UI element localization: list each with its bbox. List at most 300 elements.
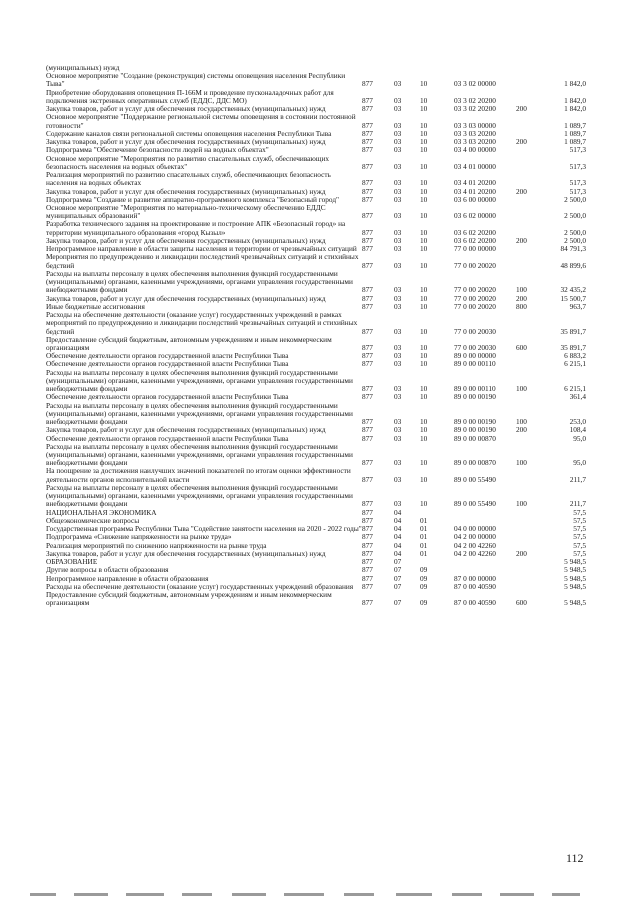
- cell-ved: 877: [362, 359, 373, 369]
- cell-vr: [516, 525, 544, 533]
- cell-csr: 03 3 03 20200: [454, 137, 496, 147]
- cell-name: Основное мероприятие "Мероприятия по материально-техническому обеспечению ЕДДС муниципальных образований": [46, 202, 326, 221]
- cell-rz: 03: [394, 104, 402, 114]
- cell-csr: 03 3 02 00000: [454, 79, 496, 89]
- cell-ved: 877: [362, 145, 373, 155]
- cell-rz: 03: [394, 95, 402, 105]
- cell-pr: 10: [420, 359, 428, 369]
- cell-rz: 03: [394, 235, 402, 245]
- cell-csr: 89 0 00 00110: [454, 359, 496, 369]
- cell-rz: 07: [394, 565, 402, 575]
- cell-ved: 877: [362, 194, 373, 204]
- cell-csr: 04 0 00 00000: [454, 524, 496, 534]
- cell-vr: [516, 72, 544, 88]
- cell-sum: 57,5: [573, 515, 586, 525]
- cell-csr: 03 3 03 00000: [454, 120, 496, 130]
- cell-vr: [516, 64, 544, 72]
- cell-rz: 04: [394, 524, 402, 534]
- table-row: [46, 113, 586, 129]
- cell-sum: [544, 64, 586, 72]
- cell-name: ОБРАЗОВАНИЕ: [46, 557, 98, 567]
- cell-ved: 877: [362, 161, 373, 171]
- cell-ved: 877: [362, 573, 373, 583]
- cell-sum: 6 883,2: [564, 351, 586, 361]
- cell-sum: 57,5: [573, 548, 586, 558]
- cell-ved: 877: [362, 351, 373, 361]
- cell-ved: 877: [362, 326, 373, 336]
- cell-sum: 5 948,5: [564, 565, 586, 575]
- cell-csr: 77 0 00 20030: [454, 342, 496, 352]
- table-row: [46, 270, 586, 295]
- cell-name: Непрограммное направление в области защиты населения и территории от чрезвычайных ситуаций: [46, 244, 357, 254]
- table-row: [46, 204, 586, 220]
- cell-csr: 03 4 01 00000: [454, 161, 496, 171]
- cell-vr: 600: [516, 342, 527, 352]
- cell-csr: 03 6 00 00000: [454, 194, 496, 204]
- cell-ved: 877: [362, 524, 373, 534]
- cell-pr: 01: [420, 540, 428, 550]
- cell-rz: 03: [394, 301, 402, 311]
- cell-csr: 03 4 01 20200: [454, 186, 496, 196]
- cell-ved: 877: [362, 474, 373, 484]
- cell-name: Государственная программа Республики Тыва "Содействие занятости населения на 2020 - 2022 годы": [46, 524, 362, 534]
- cell-rz: 03: [394, 351, 402, 361]
- cell-sum: 15 500,7: [560, 293, 586, 303]
- cell-rz: 03: [394, 417, 402, 427]
- cell-pr: 10: [420, 351, 428, 361]
- cell-name: Приобретение оборудования оповещения П-166М и проведение пусконаладочных работ для подключения экстренных оперативных служб (ЕДДС, ДДС МО): [46, 87, 334, 105]
- cell-vr: [516, 196, 544, 204]
- cell-sum: 2 500,0: [564, 227, 586, 237]
- cell-rz: 03: [394, 425, 402, 435]
- cell-sum: 32 435,2: [560, 285, 586, 295]
- cell-name: Обеспечение деятельности органов государственной власти Республики Тыва: [46, 392, 289, 402]
- cell-csr: 89 0 00 00190: [454, 392, 496, 402]
- cell-name: Закупка товаров, работ и услуг для обеспечения государственных (муниципальных) нужд: [46, 104, 326, 114]
- cell-pr: 10: [420, 285, 428, 295]
- table-row: [46, 89, 586, 105]
- cell-csr: 03 6 02 00000: [454, 211, 496, 221]
- cell-sum: 35 891,7: [560, 326, 586, 336]
- cell-sum: 963,7: [569, 301, 586, 311]
- cell-sum: 517,3: [569, 186, 586, 196]
- cell-rz: 03: [394, 342, 402, 352]
- cell-rz: 04: [394, 540, 402, 550]
- cell-ved: 877: [362, 227, 373, 237]
- cell-vr: [516, 360, 544, 368]
- cell-name: (муниципальных) нужд: [46, 63, 120, 72]
- cell-rz: 03: [394, 186, 402, 196]
- cell-sum: 6 215,1: [564, 359, 586, 369]
- cell-vr: 600: [516, 598, 527, 608]
- cell-sum: 517,3: [569, 145, 586, 155]
- cell-csr: 03 6 02 20200: [454, 235, 496, 245]
- cell-ved: 877: [362, 244, 373, 254]
- cell-pr: 10: [420, 342, 428, 352]
- cell-rz: 03: [394, 499, 402, 509]
- cell-ved: 877: [362, 417, 373, 427]
- cell-rz: 03: [394, 145, 402, 155]
- cell-name: Обеспечение деятельности органов государственной власти Республики Тыва: [46, 359, 289, 369]
- cell-vr: 100: [516, 285, 527, 295]
- cell-ved: 877: [362, 540, 373, 550]
- cell-name: Реализация мероприятий по развитию спасательных служб, обеспечивающих безопасность населения на водных объектах: [46, 170, 331, 188]
- cell-vr: [516, 517, 544, 525]
- cell-sum: 84 791,3: [560, 244, 586, 254]
- cell-ved: 877: [362, 120, 373, 130]
- cell-vr: [516, 204, 544, 220]
- cell-pr: 10: [420, 326, 428, 336]
- cell-csr: 89 0 00 00870: [454, 433, 496, 443]
- cell-rz: 03: [394, 285, 402, 295]
- cell-csr: 03 3 03 20200: [454, 128, 496, 138]
- cell-ved: 877: [362, 301, 373, 311]
- cell-pr: 10: [420, 104, 428, 114]
- cell-pr: 10: [420, 120, 428, 130]
- cell-rz: 07: [394, 581, 402, 591]
- cell-ved: 877: [362, 128, 373, 138]
- page-number: 112: [566, 851, 584, 865]
- cell-rz: 07: [394, 573, 402, 583]
- cell-vr: [516, 146, 544, 154]
- cell-csr: 77 0 00 00000: [454, 244, 496, 254]
- cell-rz: 03: [394, 161, 402, 171]
- table-row: [46, 171, 586, 187]
- cell-rz: 03: [394, 293, 402, 303]
- cell-pr: 10: [420, 186, 428, 196]
- cell-ved: 877: [362, 95, 373, 105]
- cell-rz: 03: [394, 474, 402, 484]
- cell-pr: 10: [420, 392, 428, 402]
- cell-sum: 5 948,5: [564, 557, 586, 567]
- cell-vr: 200: [516, 548, 527, 558]
- cell-csr: 89 0 00 00000: [454, 351, 496, 361]
- cell-sum: 2 500,0: [564, 211, 586, 221]
- cell-csr: 89 0 00 00190: [454, 425, 496, 435]
- cell-name: Закупка товаров, работ и услуг для обеспечения государственных (муниципальных) нужд: [46, 137, 326, 147]
- table-row: [46, 484, 586, 509]
- cell-pr: 10: [420, 128, 428, 138]
- cell-csr: 87 0 00 40590: [454, 598, 496, 608]
- cell-ved: 877: [362, 285, 373, 295]
- cell-vr: [516, 558, 544, 566]
- cell-sum: 5 948,5: [564, 581, 586, 591]
- cell-pr: 10: [420, 178, 428, 188]
- cell-ved: 877: [362, 507, 373, 517]
- cell-rz: 03: [394, 433, 402, 443]
- cell-csr: [454, 64, 516, 72]
- cell-name: Закупка товаров, работ и услуг для обеспечения государственных (муниципальных) нужд: [46, 235, 326, 245]
- cell-sum: 361,4: [569, 392, 586, 402]
- table-row: [46, 336, 586, 352]
- cell-pr: 10: [420, 227, 428, 237]
- cell-name: Расходы на выплаты персоналу в целях обеспечения выполнения функций государственными (муниципальными) органами, казенными учреждениями, органами управления государственными внебюджетными фондами: [46, 400, 353, 427]
- cell-pr: 01: [420, 524, 428, 534]
- table-row: [46, 155, 586, 171]
- cell-name: На поощрение за достижения наилучших значений показателей по итогам оценки эффективности деятельности органов исполнительной власти: [46, 466, 351, 484]
- cell-rz: 04: [394, 507, 402, 517]
- scan-edge-artifact: [0, 893, 640, 900]
- cell-rz: 07: [394, 557, 402, 567]
- cell-vr: 100: [516, 417, 527, 427]
- cell-pr: 10: [420, 433, 428, 443]
- cell-rz: 03: [394, 137, 402, 147]
- cell-name: Основное мероприятие "Поддержание региональной системы оповещения в состоянии постоянной готовности": [46, 112, 356, 130]
- cell-name: Реализация мероприятий по снижению напряженности на рынке труда: [46, 540, 267, 550]
- cell-pr: 10: [420, 260, 428, 270]
- cell-vr: [516, 435, 544, 443]
- cell-vr: [516, 155, 544, 171]
- cell-vr: 100: [516, 458, 527, 468]
- cell-rz: 03: [394, 79, 402, 89]
- cell-sum: 253,0: [569, 417, 586, 427]
- cell-ved: 877: [362, 235, 373, 245]
- cell-name: Обеспечение деятельности органов государственной власти Республики Тыва: [46, 351, 289, 361]
- cell-name: Мероприятия по предупреждению и ликвидации последствий чрезвычайных ситуаций и стихийных бедствий: [46, 252, 359, 270]
- cell-name: Расходы на обеспечение деятельности (оказание услуг) государственных учреждений в рамках мероприятий по предупреждению и ликвидации последствий чрезвычайных ситуаций и стихийных бедствий: [46, 310, 358, 336]
- table-row: [46, 402, 586, 427]
- cell-ved: 877: [362, 137, 373, 147]
- cell-sum: 108,4: [569, 425, 586, 435]
- cell-pr: 01: [420, 532, 428, 542]
- cell-name: Содержание каналов связи региональной системы оповещения населения Республики Тыва: [46, 128, 332, 138]
- cell-ved: 877: [362, 515, 373, 525]
- cell-sum: 211,7: [569, 499, 586, 509]
- cell-ved: 877: [362, 260, 373, 270]
- cell-vr: 200: [516, 104, 527, 114]
- cell-pr: 10: [420, 211, 428, 221]
- cell-vr: [516, 171, 544, 187]
- cell-rz: 03: [394, 260, 402, 270]
- budget-table: [46, 64, 586, 607]
- cell-sum: 48 899,6: [560, 260, 586, 270]
- table-row: [46, 72, 586, 88]
- cell-sum: 57,5: [573, 524, 586, 534]
- cell-name: Основное мероприятие "Мероприятия по развитию спасательных служб, обеспечивающих безопасность населения на водных объектах": [46, 153, 330, 171]
- cell-pr: 01: [420, 548, 428, 558]
- cell-vr: 800: [516, 301, 527, 311]
- table-row: [46, 550, 586, 558]
- cell-sum: 95,0: [573, 458, 586, 468]
- cell-sum: 57,5: [573, 532, 586, 542]
- cell-pr: 10: [420, 293, 428, 303]
- table-row: [46, 467, 586, 483]
- cell-pr: 10: [420, 235, 428, 245]
- table-row: [46, 591, 586, 607]
- cell-pr: 10: [420, 79, 428, 89]
- cell-name: Предоставление субсидий бюджетным, автономным учреждениям и иным некоммерческим организациям: [46, 590, 332, 608]
- cell-ved: 877: [362, 433, 373, 443]
- cell-pr: 10: [420, 194, 428, 204]
- cell-name: Другие вопросы в области образования: [46, 565, 169, 575]
- cell-pr: 10: [420, 474, 428, 484]
- cell-vr: [516, 245, 544, 253]
- cell-name: Подпрограмма "Создание и развитие аппаратно-программного комплекса "Безопасный город": [46, 194, 340, 204]
- cell-pr: 10: [420, 499, 428, 509]
- table-body: [46, 64, 586, 607]
- cell-rz: 03: [394, 178, 402, 188]
- cell-name: Расходы на выплаты персоналу в целях обеспечения выполнения функций государственными (муниципальными) органами, казенными учреждениями, органами управления государственными внебюджетными фондами: [46, 482, 353, 509]
- cell-ved: 877: [362, 499, 373, 509]
- cell-name: Закупка товаров, работ и услуг для обеспечения государственных (муниципальных) нужд: [46, 425, 326, 435]
- cell-vr: 100: [516, 384, 527, 394]
- cell-vr: [516, 467, 544, 483]
- cell-sum: 517,3: [569, 161, 586, 171]
- cell-csr: 87 0 00 00000: [454, 573, 496, 583]
- cell-pr: 10: [420, 384, 428, 394]
- cell-csr: 89 0 00 00870: [454, 458, 496, 468]
- cell-vr: [516, 583, 544, 591]
- cell-sum: 57,5: [573, 540, 586, 550]
- cell-name: Предоставление субсидий бюджетным, автономным учреждениям и иным некоммерческим организациям: [46, 334, 332, 352]
- cell-rz: 03: [394, 194, 402, 204]
- cell-pr: 01: [420, 515, 428, 525]
- cell-pr: 10: [420, 145, 428, 155]
- cell-name: Иные бюджетные ассигнования: [46, 301, 145, 311]
- cell-csr: 89 0 00 00110: [454, 384, 496, 394]
- cell-csr: 89 0 00 55490: [454, 499, 496, 509]
- cell-csr: [454, 509, 516, 517]
- cell-ved: 877: [362, 581, 373, 591]
- cell-pr: 09: [420, 598, 428, 608]
- cell-ved: 877: [362, 293, 373, 303]
- cell-pr: 09: [420, 581, 428, 591]
- cell-name: Закупка товаров, работ и услуг для обеспечения государственных (муниципальных) нужд: [46, 186, 326, 196]
- cell-name: Разработка технического задания на проектирование и построение АПК «Безопасный город» на территории муниципального образования «город Кызыл»: [46, 219, 346, 237]
- cell-name: Закупка товаров, работ и услуг для обеспечения государственных (муниципальных) нужд: [46, 548, 326, 558]
- cell-csr: 77 0 00 20020: [454, 293, 496, 303]
- cell-rz: 03: [394, 392, 402, 402]
- cell-ved: 877: [362, 458, 373, 468]
- cell-csr: 77 0 00 20030: [454, 326, 496, 336]
- cell-pr: 10: [420, 137, 428, 147]
- table-row: [46, 311, 586, 336]
- cell-vr: 200: [516, 293, 527, 303]
- cell-rz: 03: [394, 458, 402, 468]
- cell-rz: 03: [394, 120, 402, 130]
- cell-ved: 877: [362, 211, 373, 221]
- cell-vr: [516, 253, 544, 269]
- cell-sum: 517,3: [569, 178, 586, 188]
- cell-name: Непрограммное направление в области образования: [46, 573, 209, 583]
- cell-rz: 03: [394, 211, 402, 221]
- cell-name: НАЦИОНАЛЬНАЯ ЭКОНОМИКА: [46, 507, 157, 517]
- cell-pr: 10: [420, 425, 428, 435]
- cell-ved: 877: [362, 186, 373, 196]
- cell-csr: 03 4 01 20200: [454, 178, 496, 188]
- cell-rz: 07: [394, 598, 402, 608]
- cell-name: Подпрограмма "Обеспечение безопасности людей на водных объектах": [46, 145, 269, 155]
- cell-ved: 877: [362, 565, 373, 575]
- cell-rz: 03: [394, 384, 402, 394]
- cell-pr: 10: [420, 95, 428, 105]
- cell-csr: 87 0 00 40590: [454, 581, 496, 591]
- cell-vr: [516, 509, 544, 517]
- cell-sum: 1 842,0: [564, 79, 586, 89]
- cell-ved: 877: [362, 548, 373, 558]
- cell-pr: 09: [420, 573, 428, 583]
- cell-vr: 200: [516, 186, 527, 196]
- cell-sum: 5 948,5: [564, 573, 586, 583]
- cell-csr: 03 3 02 20200: [454, 95, 496, 105]
- cell-vr: [516, 311, 544, 336]
- cell-name: Расходы на выплаты персоналу в целях обеспечения выполнения функций государственными (муниципальными) органами, казенными учреждениями, органами управления государственными внебюджетными фондами: [46, 441, 353, 468]
- cell-ved: 877: [362, 79, 373, 89]
- cell-pr: 09: [420, 565, 428, 575]
- cell-sum: 57,5: [573, 507, 586, 517]
- cell-name: Закупка товаров, работ и услуг для обеспечения государственных (муниципальных) нужд: [46, 293, 326, 303]
- cell-csr: [454, 558, 516, 566]
- cell-vr: 200: [516, 137, 527, 147]
- cell-rz: 04: [394, 515, 402, 525]
- cell-sum: 5 948,5: [564, 598, 586, 608]
- cell-rz: [394, 64, 420, 72]
- cell-vr: [516, 89, 544, 105]
- cell-sum: 2 500,0: [564, 235, 586, 245]
- cell-sum: 1 842,0: [564, 104, 586, 114]
- cell-vr: [516, 393, 544, 401]
- cell-pr: 10: [420, 301, 428, 311]
- cell-csr: 03 6 02 20200: [454, 227, 496, 237]
- cell-sum: 6 215,1: [564, 384, 586, 394]
- cell-sum: 1 089,7: [564, 128, 586, 138]
- cell-ved: 877: [362, 425, 373, 435]
- cell-vr: 200: [516, 235, 527, 245]
- table-row: [46, 220, 586, 236]
- cell-pr: [420, 64, 454, 72]
- cell-name: Общеэкономические вопросы: [46, 515, 140, 525]
- cell-ved: 877: [362, 384, 373, 394]
- cell-pr: 10: [420, 458, 428, 468]
- cell-sum: 2 500,0: [564, 194, 586, 204]
- cell-rz: 03: [394, 326, 402, 336]
- cell-csr: 77 0 00 20020: [454, 285, 496, 295]
- cell-csr: 77 0 00 20020: [454, 260, 496, 270]
- cell-sum: 1 089,7: [564, 137, 586, 147]
- cell-name: Расходы на выплаты персоналу в целях обеспечения выполнения функций государственными (муниципальными) органами, казенными учреждениями, органами управления государственными внебюджетными фондами: [46, 268, 353, 295]
- cell-csr: 04 2 00 42260: [454, 540, 496, 550]
- table-row: [46, 253, 586, 269]
- cell-sum: 35 891,7: [560, 342, 586, 352]
- cell-ved: 877: [362, 532, 373, 542]
- cell-rz: 04: [394, 548, 402, 558]
- cell-ved: 877: [362, 598, 373, 608]
- cell-vr: [516, 220, 544, 236]
- cell-vr: 200: [516, 425, 527, 435]
- cell-sum: 95,0: [573, 433, 586, 443]
- cell-csr: 04 2 00 42260: [454, 548, 496, 558]
- cell-ved: 877: [362, 178, 373, 188]
- cell-pr: 10: [420, 417, 428, 427]
- table-row: [46, 369, 586, 394]
- cell-csr: 77 0 00 20020: [454, 301, 496, 311]
- cell-ved: 877: [362, 104, 373, 114]
- cell-vr: [516, 352, 544, 360]
- cell-csr: 04 2 00 00000: [454, 532, 496, 542]
- cell-vr: 100: [516, 499, 527, 509]
- cell-ved: 877: [362, 392, 373, 402]
- cell-vr: [516, 575, 544, 583]
- cell-rz: 04: [394, 532, 402, 542]
- cell-pr: 10: [420, 161, 428, 171]
- cell-name: Основное мероприятие "Создание (реконструкция) системы оповещения населения Республики Тыва": [46, 71, 346, 89]
- cell-name: Расходы на обеспечение деятельности (оказание услуг) государственных учреждений образования: [46, 581, 354, 591]
- cell-vr: [516, 566, 544, 574]
- cell-ved: 877: [362, 557, 373, 567]
- cell-rz: 03: [394, 359, 402, 369]
- cell-csr: 89 0 00 55490: [454, 474, 496, 484]
- cell-sum: 1 089,7: [564, 120, 586, 130]
